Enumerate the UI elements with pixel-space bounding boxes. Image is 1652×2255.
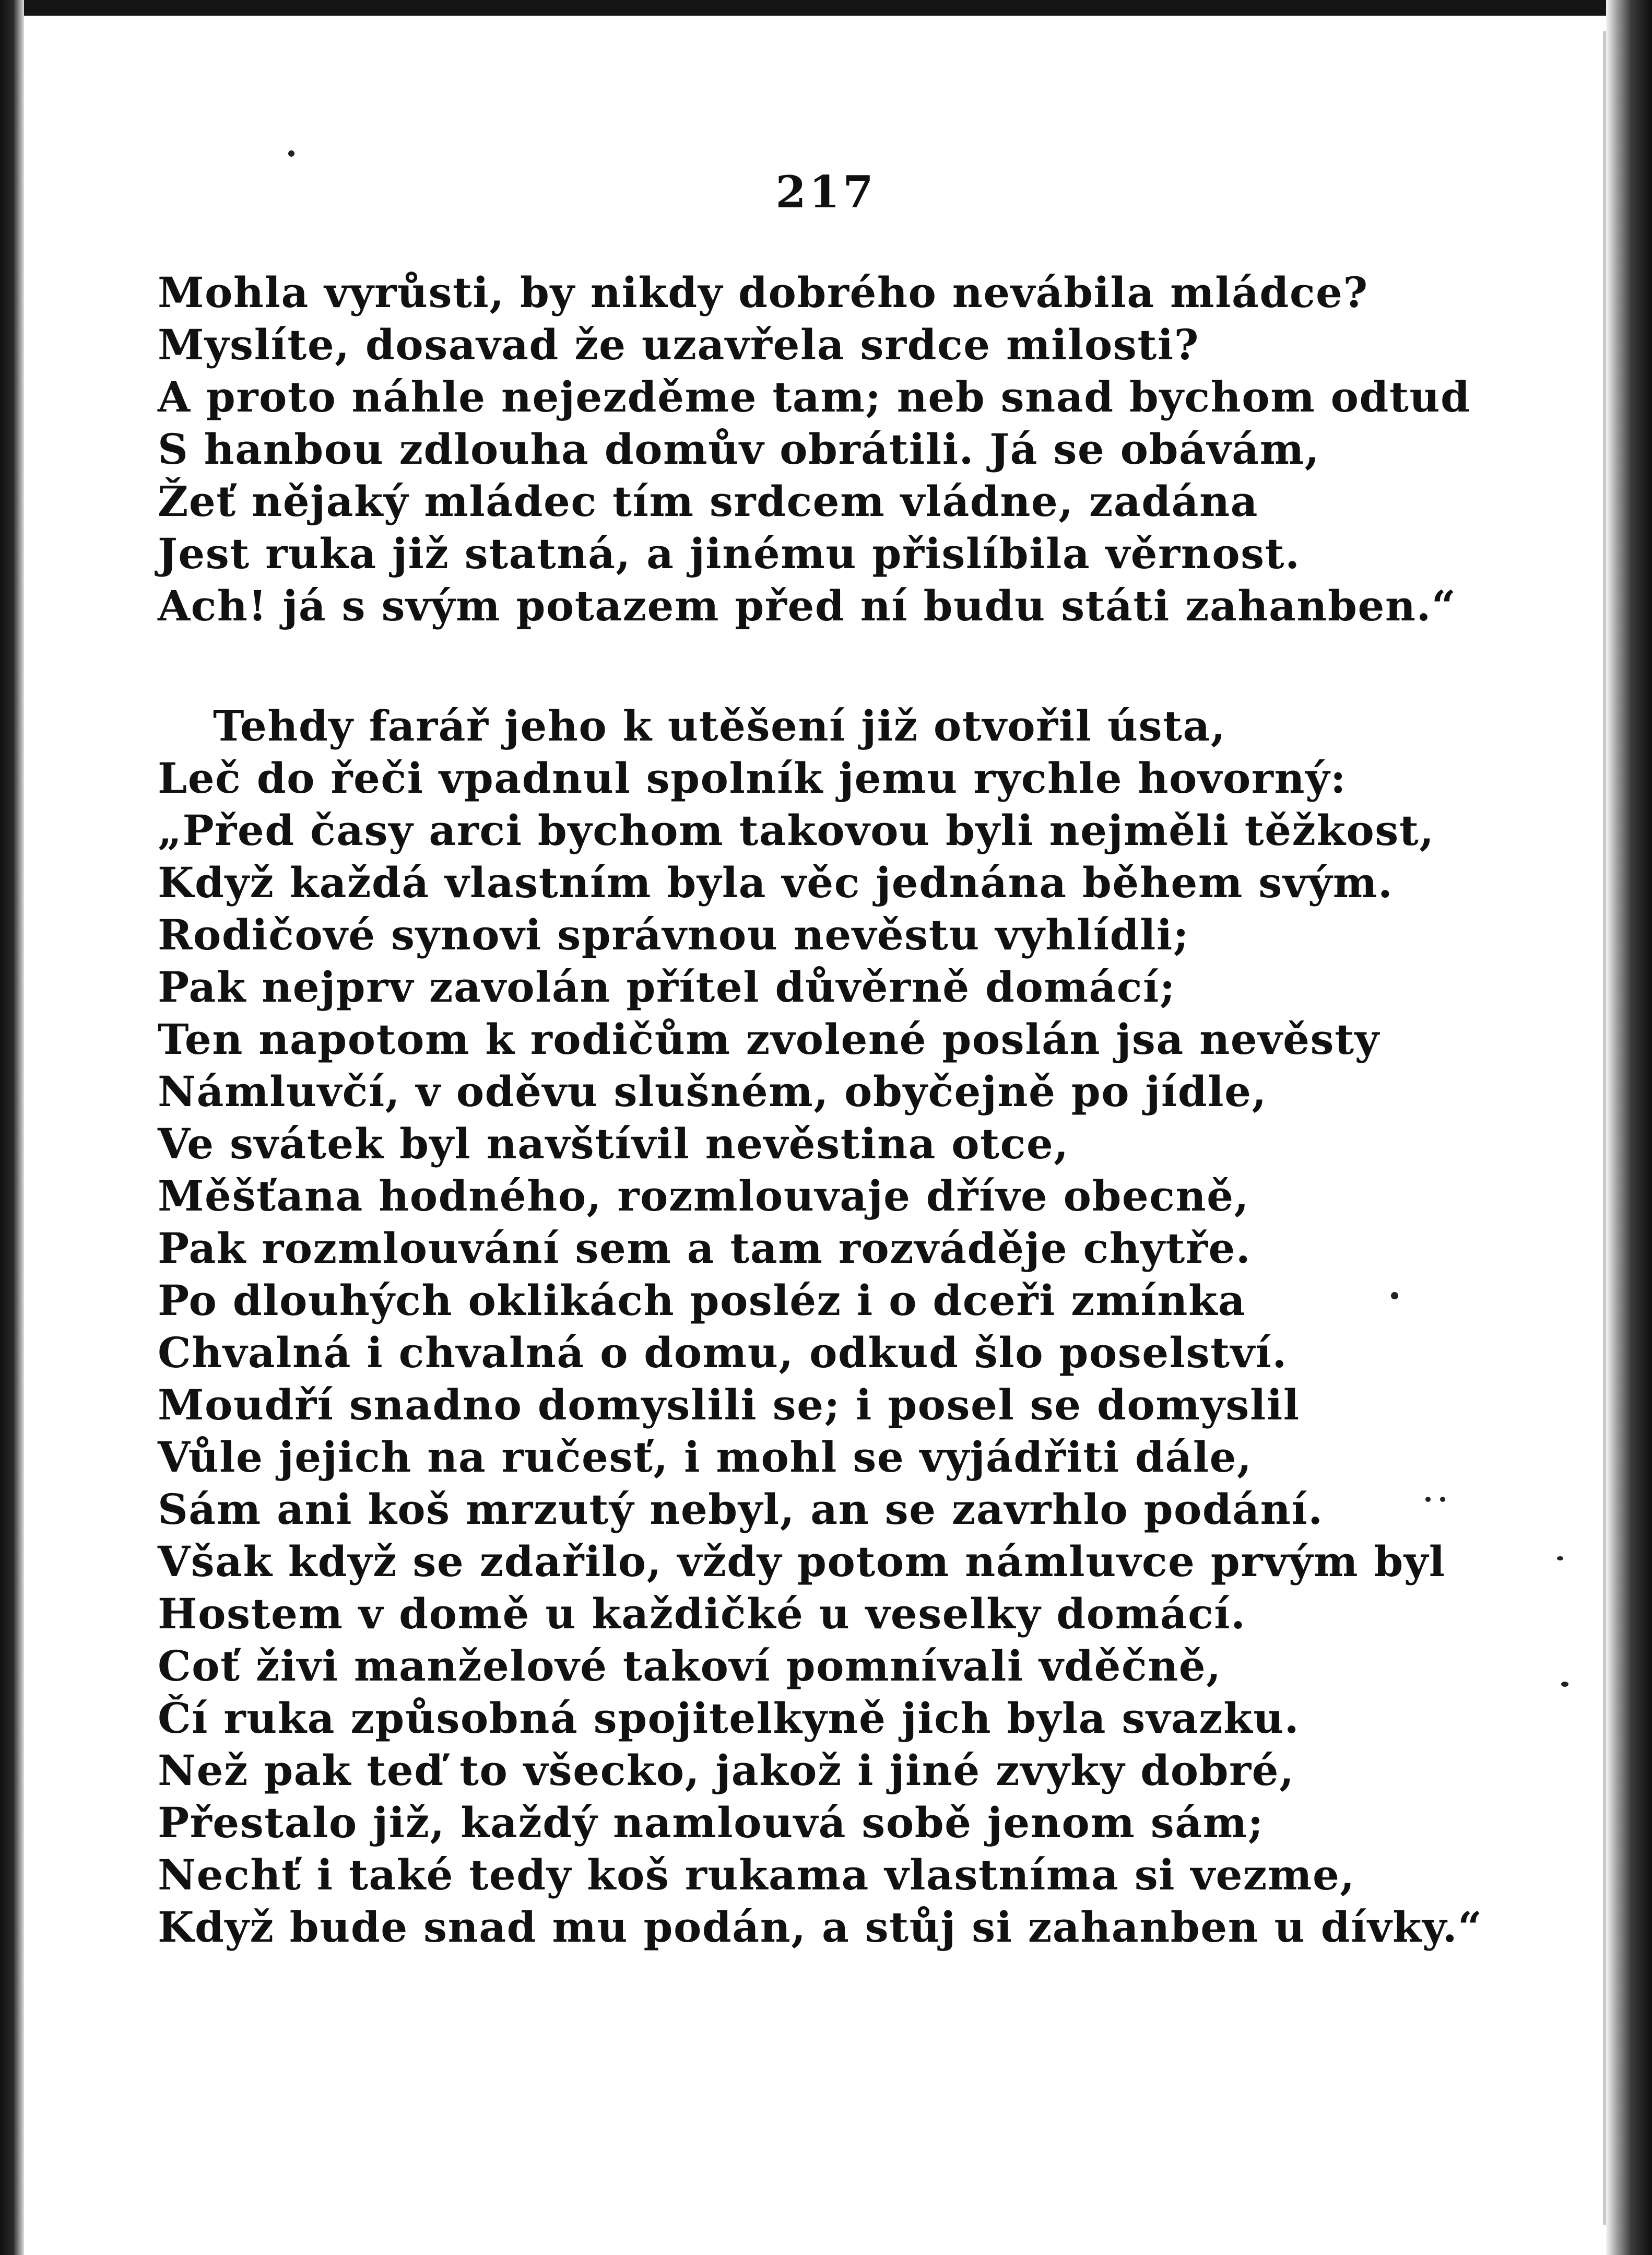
scan-speck (1440, 1497, 1445, 1502)
verse-line: „Před časy arci bychom takovou byli nejměli těžkost, (158, 806, 1435, 855)
verse-line: Přestalo již, každý namlouvá sobě jenom sám; (158, 1798, 1264, 1847)
scan-left-border (0, 0, 24, 2255)
scan-speck (1391, 1292, 1398, 1299)
verse-line: Čí ruka způsobná spojitelkyně jich byla svazku. (158, 1694, 1300, 1743)
verse-line: Coť živi manželové takoví pomnívali vděčně, (158, 1641, 1222, 1690)
verse-line: Chvalná i chvalná o domu, odkud šlo poselství. (158, 1328, 1288, 1377)
verse-line: A proto náhle nejezděme tam; neb snad bychom odtud (158, 372, 1471, 421)
verse-line: Když bude snad mu podán, a stůj si zahanben u dívky.“ (158, 1902, 1483, 1952)
verse-line: Myslíte, dosavad že uzavřela srdce milosti? (158, 320, 1200, 369)
page-number: 217 (775, 166, 877, 218)
scan-speck (1561, 1682, 1568, 1687)
verse-line: Moudří snadno domyslili se; i posel se domyslil (158, 1380, 1300, 1429)
verse-line: Mohla vyrůsti, by nikdy dobrého nevábila mládce? (158, 268, 1368, 317)
scan-speck (288, 150, 294, 157)
verse-line: Když každá vlastním byla věc jednána během svým. (158, 858, 1394, 907)
verse-line: Však když se zdařilo, vždy potom námluvce prvým byl (158, 1537, 1446, 1586)
verse-line: Jest ruka již statná, a jinému přislíbila věrnost. (158, 529, 1301, 578)
scan-right-border (1606, 0, 1652, 2255)
verse-line: Rodičové synovi správnou nevěstu vyhlídli; (158, 910, 1189, 959)
verse-line: Vůle jejich na ručesť, i mohl se vyjádřiti dále, (158, 1432, 1253, 1482)
verse-line: Leč do řeči vpadnul spolník jemu rychle hovorný: (158, 754, 1347, 803)
scan-speck (1425, 1497, 1431, 1502)
verse-line: Ach! já s svým potazem před ní budu státi zahanben.“ (158, 581, 1457, 630)
verse-line: Tehdy farář jeho k utěšení již otvořil ústa, (213, 701, 1226, 750)
verse-line: Než pak teď to všecko, jakož i jiné zvyky dobré, (158, 1746, 1295, 1795)
verse-line: Sám ani koš mrzutý nebyl, an se zavrhlo podání. (158, 1485, 1324, 1534)
verse-line: S hanbou zdlouha domův obrátili. Já se obávám, (158, 425, 1320, 474)
verse-line: Ten napotom k rodičům zvolené poslán jsa nevěsty (158, 1015, 1380, 1064)
verse-line: Pak nejprv zavolán přítel důvěrně domácí; (158, 962, 1176, 1012)
scan-top-border (0, 0, 1652, 16)
verse-line: Po dlouhých oklikách posléz i o dceři zmínka (158, 1276, 1246, 1325)
verse-line: Hostem v domě u každičké u veselky domácí. (158, 1589, 1246, 1638)
verse-line: Námluvčí, v oděvu slušném, obyčejně po jídle, (158, 1067, 1267, 1116)
verse-line: Ve svátek byl navštívil nevěstina otce, (158, 1119, 1069, 1168)
verse-line: Žeť nějaký mládec tím srdcem vládne, zadána (158, 477, 1259, 526)
verse-line: Měšťana hodného, rozmlouvaje dříve obecně, (158, 1171, 1249, 1220)
scan-speck (1557, 1556, 1563, 1560)
page-edge-shadow (1603, 31, 1606, 2225)
verse-line: Nechť i také tedy koš rukama vlastníma si vezme, (158, 1850, 1355, 1899)
verse-line: Pak rozmlouvání sem a tam rozváděje chytře. (158, 1224, 1252, 1273)
